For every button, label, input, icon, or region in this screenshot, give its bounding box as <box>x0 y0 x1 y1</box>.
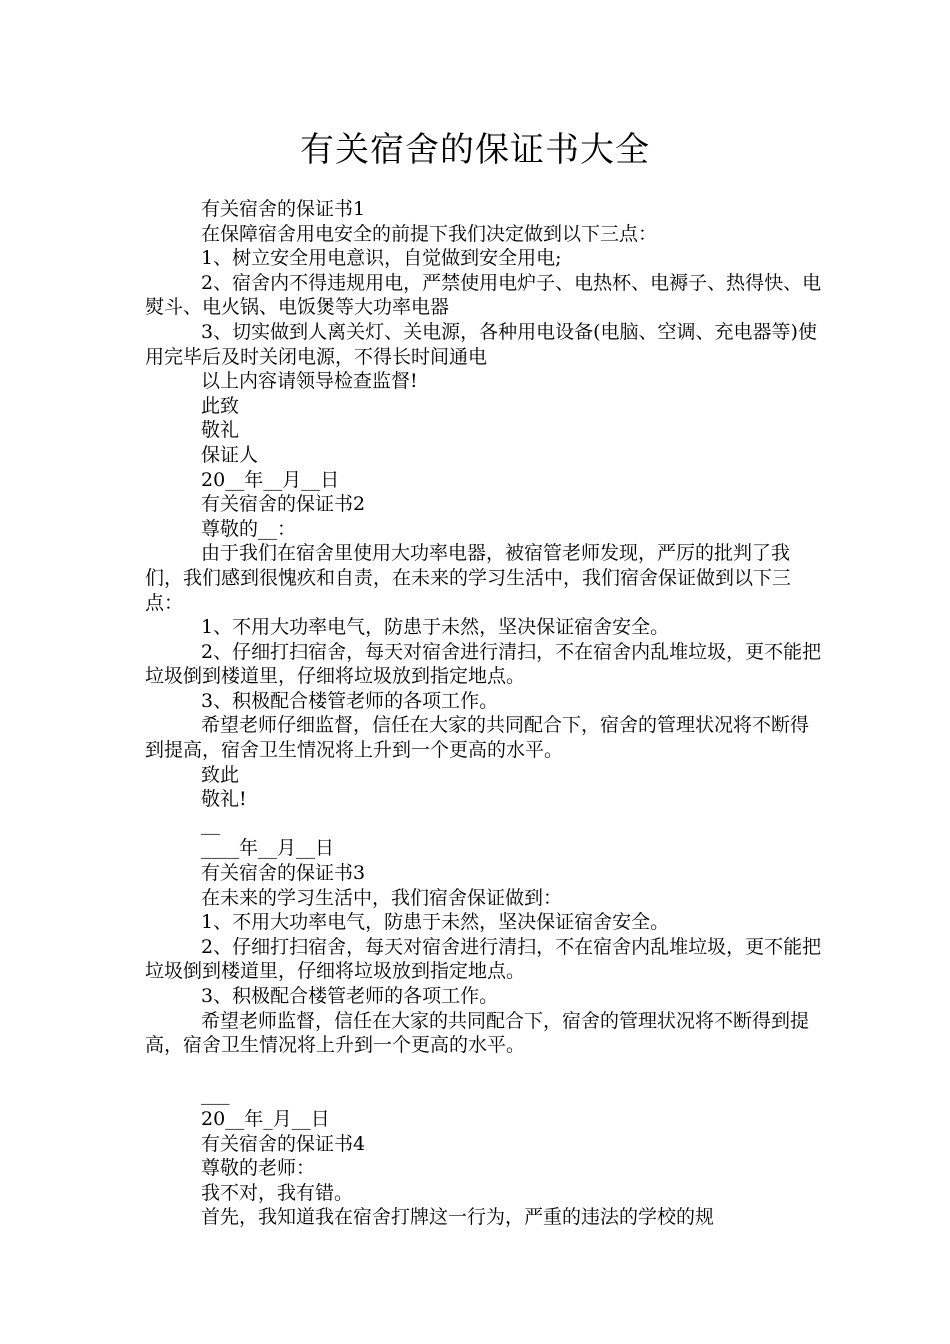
paragraph: 有关宿舍的保证书2 <box>201 493 366 516</box>
paragraph: 希望老师仔细监督，信任在大家的共同配合下，宿舍的管理状况将不断得到提高，宿舍卫生情况将上升到一个更高的水平。 <box>145 714 810 762</box>
paragraph: 在保障宿舍用电安全的前提下我们决定做到以下三点： <box>201 222 658 245</box>
paragraph: 我不对，我有错。 <box>201 1181 354 1204</box>
paragraph: 1、不用大功率电气，防患于未然，坚决保证宿舍安全。 <box>201 616 670 639</box>
paragraph: ____年__月__日 <box>201 837 335 860</box>
paragraph: 3、积极配合楼管老师的各项工作。 <box>201 985 499 1007</box>
paragraph: 尊敬的__： <box>201 517 297 540</box>
paragraph: 2、仔细打扫宿舍，每天对宿舍进行清扫，不在宿舍内乱堆垃圾，更不能把垃圾倒到楼道里，仔细将垃圾放到指定地点。 <box>145 640 822 688</box>
paragraph: 敬礼 <box>201 419 240 442</box>
paragraph: 敬礼! <box>201 788 247 811</box>
document-title: 有关宿舍的保证书大全 <box>300 130 650 170</box>
paragraph: 有关宿舍的保证书1 <box>201 198 366 220</box>
paragraph: 以上内容请领导检查监督! <box>201 370 418 393</box>
document-body <box>145 197 825 1230</box>
paragraph: ___ <box>201 1083 230 1106</box>
paragraph: 2、宿舍内不得违规用电，严禁使用电炉子、电热杯、电褥子、热得快、电熨斗、电火锅、电饭煲等大功率电器 <box>145 271 822 319</box>
paragraph: 首先，我知道我在宿舍打牌这一行为，严重的违法的学校的规 <box>201 1206 715 1229</box>
paragraph: 20__年_月__日 <box>201 1107 330 1130</box>
paragraph: 有关宿舍的保证书4 <box>201 1132 366 1155</box>
paragraph: 20__年__月__日 <box>201 468 340 491</box>
paragraph: __ <box>201 812 221 835</box>
paragraph: 有关宿舍的保证书3 <box>201 862 366 885</box>
paragraph: 由于我们在宿舍里使用大功率电器，被宿管老师发现，严厉的批判了我们，我们感到很愧疚和自责，在未来的学习生活中，我们宿舍保证做到以下三点： <box>145 542 792 614</box>
paragraph: 尊敬的老师： <box>201 1157 316 1180</box>
paragraph: 3、切实做到人离关灯、关电源，各种用电设备(电脑、空调、充电器等)使用完毕后及时关闭电源，不得长时间通电 <box>145 320 817 368</box>
paragraph: 在未来的学习生活中，我们宿舍保证做到： <box>201 886 563 909</box>
paragraph: 1、树立安全用电意识，自觉做到安全用电; <box>201 247 562 270</box>
paragraph: 保证人 <box>201 443 259 466</box>
paragraph: 3、积极配合楼管老师的各项工作。 <box>201 689 499 712</box>
paragraph: 希望老师监督，信任在大家的共同配合下，宿舍的管理状况将不断得到提高，宿舍卫生情况将上升到一个更高的水平。 <box>145 1009 810 1057</box>
paragraph: 1、不用大功率电气，防患于未然，坚决保证宿舍安全。 <box>201 911 670 934</box>
paragraph: 2、仔细打扫宿舍，每天对宿舍进行清扫，不在宿舍内乱堆垃圾，更不能把垃圾倒到楼道里，仔细将垃圾放到指定地点。 <box>145 935 822 983</box>
paragraph: 致此 <box>201 763 240 786</box>
paragraph <box>145 1058 825 1083</box>
paragraph: 此致 <box>201 394 240 417</box>
